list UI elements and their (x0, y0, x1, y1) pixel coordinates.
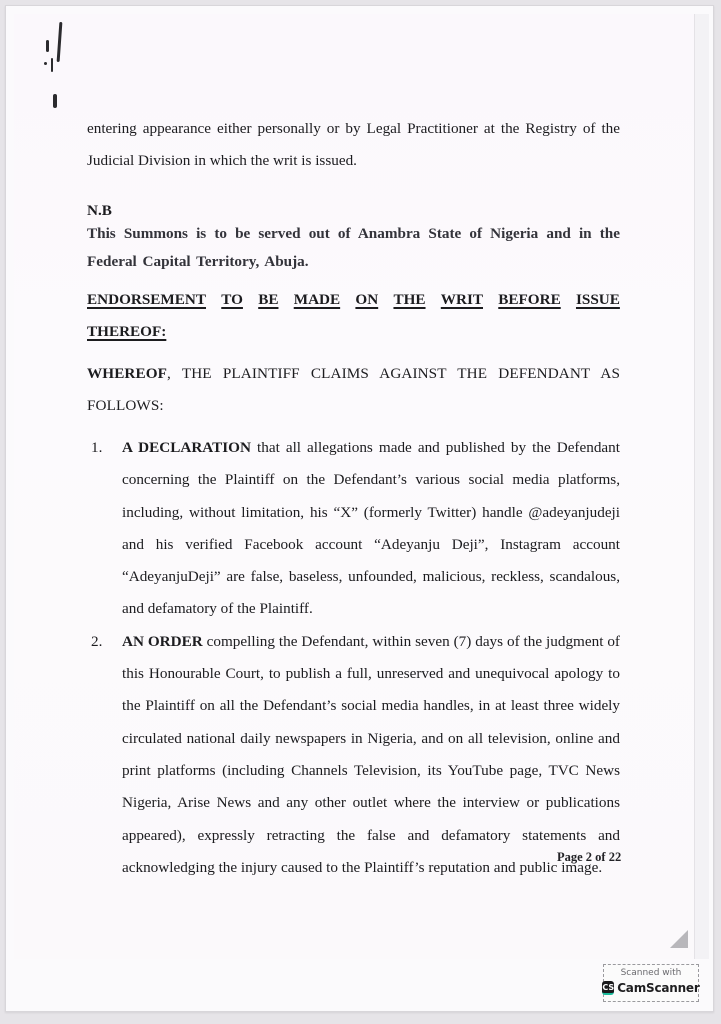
heading-word: ON (355, 291, 379, 308)
camscanner-watermark (603, 964, 699, 1002)
whereof-paragraph (87, 358, 620, 422)
heading-word: TO (221, 291, 243, 308)
claim-lead: AN ORDER (122, 632, 203, 650)
nb-note: This Summons is to be served out of Anambra State of Nigeria and in the Federal Capital Territory, Abuja. (87, 225, 620, 270)
camscanner-logo-icon: CS (602, 981, 614, 995)
page-edge-shadow (694, 14, 709, 959)
heading-word: BE (258, 291, 279, 308)
claim-item (87, 432, 620, 626)
document-body (87, 113, 620, 884)
whereof-rest: , THE PLAINTIFF CLAIMS AGAINST THE DEFENDANT AS FOLLOWS: (87, 365, 620, 414)
page-corner-fold (670, 930, 688, 948)
nb-label: N.B (87, 202, 112, 219)
claim-text: that all allegations made and published by the Defendant concerning the Plaintiff on the Defendant’s various social media platforms, including, without limitation, his “X” (formerly Twitter) handle @adeyanjudeji and his verified Facebook account “Adeyanju Deji”, Instagram account “AdeyanjuDeji” are false, baseless, unfounded, malicious, reckless, scandalous, and defamatory of the Plaintiff. (122, 439, 620, 618)
claim-text: compelling the Defendant, within seven (7) days of the judgment of this Honourable Court, to publish a full, unreserved and unequivocal apology to the Plaintiff on all the Defendant’s social media handles, in at least three widely circulated national daily newspapers in Nigeria, and on all television, online and print platforms (including Channels Television, its YouTube page, TVC News Nigeria, Arise News and any other outlet where the interview or publications appeared), expressly retracting the false and defamatory statements and acknowledging the injury caused to the Plaintiff’s reputation and public image. (122, 632, 620, 876)
watermark-brand (604, 981, 698, 995)
watermark-caption: Scanned with (620, 968, 682, 978)
claim-number: 2. (91, 632, 103, 650)
heading-word: WRIT (440, 291, 483, 308)
claims-list (87, 432, 620, 884)
claim-number: 1. (91, 439, 103, 456)
intro-paragraph: entering appearance either personally or by Legal Practitioner at the Registry of the Judicial Division in which the writ is issued. (87, 120, 620, 169)
heading-word: BEFORE (498, 291, 561, 308)
heading-word: ENDORSEMENT (87, 291, 206, 308)
whereof-lead: WHEREOF (87, 365, 168, 382)
claim-lead: A DECLARATION (122, 439, 251, 456)
endorsement-heading-line1 (87, 284, 620, 316)
endorsement-heading (87, 284, 620, 348)
claim-item (87, 626, 620, 884)
heading-word: THE (393, 291, 426, 308)
watermark-brand-name: CamScanner (617, 981, 700, 995)
page-number: Page 2 of 22 (557, 850, 622, 864)
endorsement-heading-line2: THEREOF: (87, 323, 167, 340)
heading-word: MADE (293, 291, 341, 308)
heading-word: ISSUE (575, 291, 620, 308)
margin-handwriting-marks (42, 22, 72, 122)
